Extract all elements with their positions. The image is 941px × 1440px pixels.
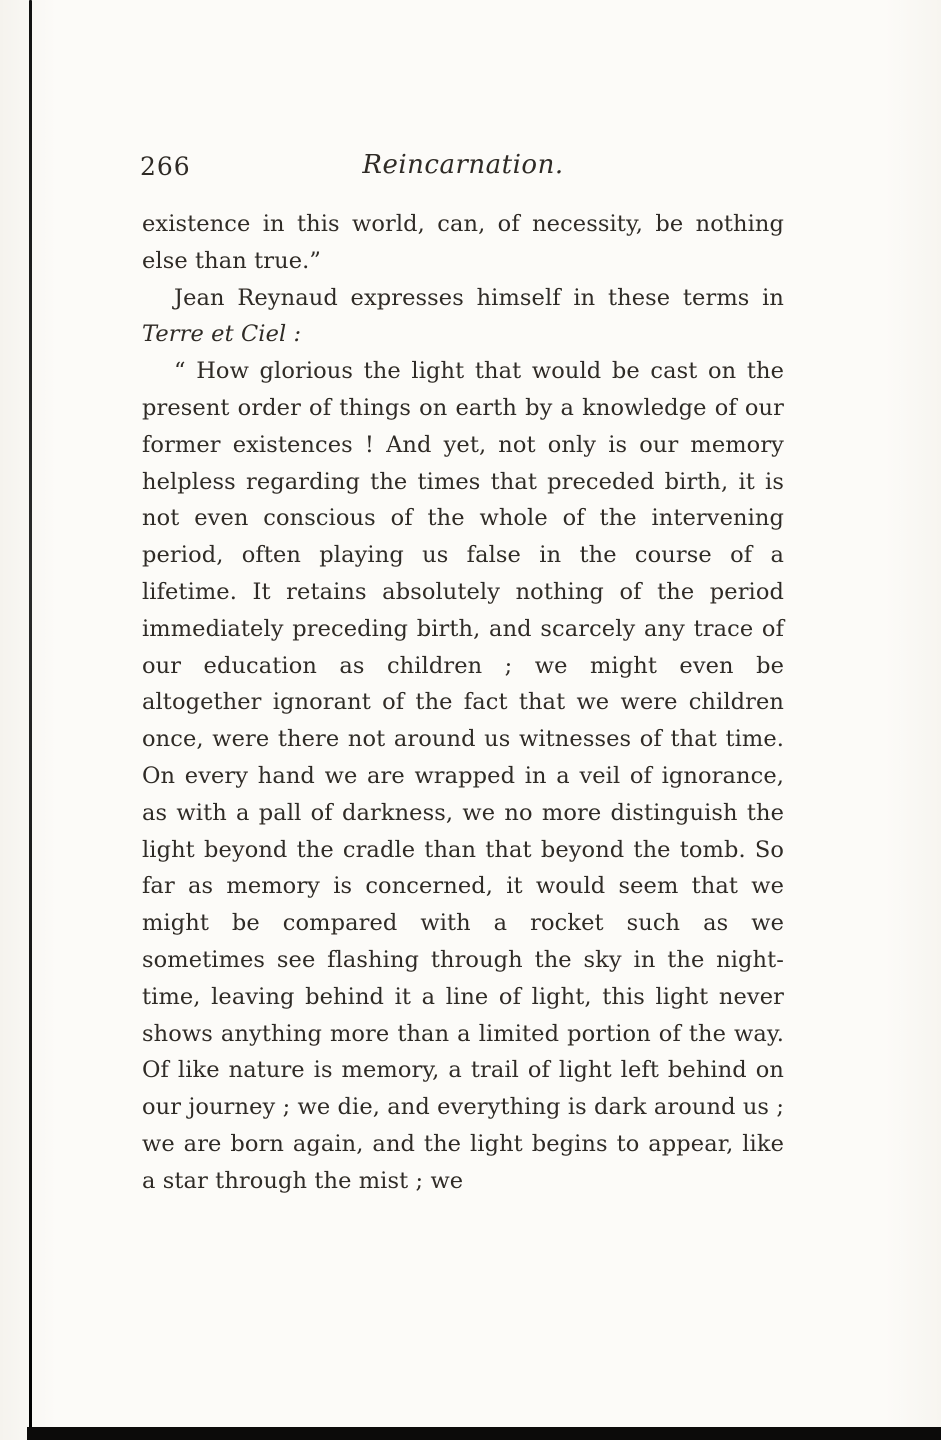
- running-head-title: Reincarnation.: [362, 150, 564, 180]
- paragraph-jean-reynaud: [142, 280, 784, 354]
- paragraph-quotation: “ How glorious the light that would be cast on the present order of things on earth by a knowledge of our former existences ! And yet, not only is our memory helpless regarding the times that preceded birth, it is not even conscious of the whole of the intervening period, often playing us false in the course of a lifetime. It retains absolutely nothing of the period immediately preceding birth, and scarcely any trace of our education as children ; we might even be altogether ignorant of the fact that we were children once, were there not around us witnesses of that time. On every hand we are wrapped in a veil of ignorance, as with a pall of darkness, we no more distinguish the light beyond the cradle than that beyond the tomb. So far as memory is concerned, it would seem that we might be compared with a rocket such as we sometimes see flashing through the sky in the night-time, leaving behind it a line of light, this light never shows anything more than a limited portion of the way. Of like nature is memory, a trail of light left behind on our journey ; we die, and everything is dark around us ; we are born again, and the light begins to appear, like a star through the mist ; we: [142, 358, 784, 1194]
- scan-bottom-edge: [27, 1427, 941, 1440]
- paragraph-jean-reynaud-lead: Jean Reynaud expresses himself in these terms in: [174, 284, 784, 311]
- page-header: [140, 150, 786, 184]
- paragraph-continuation: existence in this world, can, of necessity, be nothing else than true.”: [142, 211, 784, 274]
- scan-gutter-line: [29, 0, 32, 1433]
- page-number: 266: [140, 152, 191, 181]
- book-title-terre-et-ciel: Terre et Ciel :: [142, 321, 302, 348]
- page-body: [142, 206, 784, 1200]
